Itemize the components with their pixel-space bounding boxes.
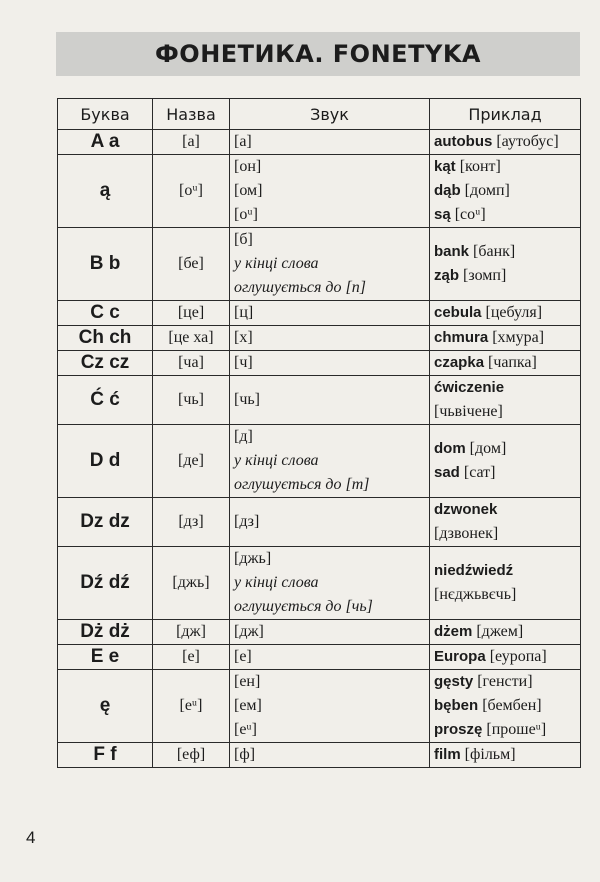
name-cell: [а] [153, 130, 230, 155]
example-word: są [434, 206, 451, 223]
example-transcription: [фільм] [460, 746, 516, 763]
example-cell [430, 351, 581, 376]
example-cell [430, 155, 581, 228]
name-cell: [ча] [153, 351, 230, 376]
table-row [58, 376, 581, 425]
table-row [58, 228, 581, 301]
sound-line: [х] [234, 329, 253, 346]
example-line [434, 583, 576, 607]
table-row [58, 351, 581, 376]
example-cell [430, 130, 581, 155]
letter-cell: D d [58, 425, 153, 498]
letter-cell: Cz cz [58, 351, 153, 376]
letter-cell: Dź dź [58, 547, 153, 620]
example-transcription: [цебуля] [481, 304, 543, 321]
letter-cell: E e [58, 645, 153, 670]
sound-line: [ф] [234, 746, 256, 763]
name-cell: [оᵘ] [153, 155, 230, 228]
letter-cell: Ch ch [58, 326, 153, 351]
sound-cell [230, 670, 430, 743]
title-banner [56, 32, 580, 76]
name-cell: [е] [153, 645, 230, 670]
sound-cell [230, 743, 430, 768]
example-word: dom [434, 440, 466, 457]
example-word: proszę [434, 721, 483, 738]
phonetics-table [57, 98, 581, 768]
sound-cell [230, 155, 430, 228]
example-transcription: [аутобус] [492, 133, 559, 150]
letter-cell: B b [58, 228, 153, 301]
table-row [58, 547, 581, 620]
sound-line: [чь] [234, 391, 260, 408]
example-word: film [434, 746, 461, 763]
example-transcription: [еуропа] [485, 648, 547, 665]
table-row [58, 425, 581, 498]
example-transcription: [чапка] [484, 354, 537, 371]
table-header-row [58, 99, 581, 130]
example-transcription: [сат] [459, 464, 496, 481]
example-transcription: [банк] [469, 243, 516, 260]
example-line [434, 301, 576, 325]
example-cell [430, 620, 581, 645]
name-cell: [чь] [153, 376, 230, 425]
letter-cell: Dz dz [58, 498, 153, 547]
example-cell [430, 301, 581, 326]
name-cell: [це] [153, 301, 230, 326]
sound-cell [230, 351, 430, 376]
name-cell: [де] [153, 425, 230, 498]
sound-cell [230, 376, 430, 425]
example-cell [430, 645, 581, 670]
example-word: ćwiczenie [434, 379, 505, 396]
letter-cell: Dż dż [58, 620, 153, 645]
sound-line: [еᵘ] [234, 721, 257, 738]
header-name: Назва [153, 99, 230, 130]
sound-line: [дж] [234, 623, 264, 640]
example-transcription: [зомп] [459, 267, 507, 284]
example-transcription: [дом] [465, 440, 507, 457]
example-word: chmura [434, 329, 489, 346]
example-word: gęsty [434, 673, 474, 690]
example-transcription: [бембен] [478, 697, 542, 714]
example-line [434, 645, 576, 669]
letter-cell: A a [58, 130, 153, 155]
sound-line: [ч] [234, 354, 253, 371]
table-row [58, 155, 581, 228]
sound-line: [ц] [234, 304, 254, 321]
header-sound: Звук [230, 99, 430, 130]
table-row [58, 645, 581, 670]
table-row [58, 301, 581, 326]
table-row [58, 498, 581, 547]
header-example: Приклад [430, 99, 581, 130]
name-cell: [джь] [153, 547, 230, 620]
sound-line: [ом] [234, 182, 263, 199]
example-word: Europa [434, 648, 486, 665]
letter-cell: C c [58, 301, 153, 326]
example-cell [430, 498, 581, 547]
sound-line: [е] [234, 648, 252, 665]
sound-cell [230, 547, 430, 620]
example-line [434, 203, 576, 227]
page-title: ФОНЕТИКА. FONETYKA [154, 40, 481, 68]
example-word: niedźwiedź [434, 562, 514, 579]
example-word: dzwonek [434, 501, 498, 518]
example-line [434, 461, 576, 485]
sound-line: оглушується до [п] [234, 279, 366, 296]
example-cell [430, 547, 581, 620]
sound-line: [д] [234, 428, 253, 445]
sound-line: [дз] [234, 513, 260, 530]
example-transcription: [прошеᵘ] [482, 721, 547, 738]
example-transcription: [хмура] [488, 329, 545, 346]
example-line [434, 179, 576, 203]
example-line [434, 718, 576, 742]
example-word: dżem [434, 623, 473, 640]
sound-line: у кінці слова [234, 574, 319, 591]
table-row [58, 130, 581, 155]
example-line [434, 694, 576, 718]
example-word: cebula [434, 304, 482, 321]
example-transcription: [нєджьвєчь] [434, 586, 517, 603]
example-line [434, 264, 576, 288]
example-transcription: [конт] [455, 158, 501, 175]
example-cell [430, 743, 581, 768]
name-cell: [еᵘ] [153, 670, 230, 743]
letter-cell: ę [58, 670, 153, 743]
sound-line: [а] [234, 133, 252, 150]
example-line [434, 326, 576, 350]
example-line [434, 351, 576, 375]
sound-cell [230, 130, 430, 155]
letter-cell: F f [58, 743, 153, 768]
example-line [434, 620, 576, 644]
letter-cell: Ć ć [58, 376, 153, 425]
table-row [58, 326, 581, 351]
sound-line: у кінці слова [234, 255, 319, 272]
example-word: ząb [434, 267, 460, 284]
example-line [434, 559, 576, 583]
sound-cell [230, 326, 430, 351]
example-line [434, 743, 576, 767]
name-cell: [дз] [153, 498, 230, 547]
sound-line: [ен] [234, 673, 261, 690]
sound-line: [оᵘ] [234, 206, 258, 223]
sound-cell [230, 645, 430, 670]
sound-cell [230, 620, 430, 645]
header-letter: Буква [58, 99, 153, 130]
example-transcription: [чьвічене] [434, 403, 503, 420]
example-word: bank [434, 243, 470, 260]
table-row [58, 670, 581, 743]
name-cell: [еф] [153, 743, 230, 768]
sound-line: [джь] [234, 550, 272, 567]
sound-line: [б] [234, 231, 253, 248]
example-transcription: [генсти] [473, 673, 533, 690]
example-word: sad [434, 464, 460, 481]
example-transcription: [дзвонек] [434, 525, 499, 542]
example-cell [430, 670, 581, 743]
example-word: autobus [434, 133, 493, 150]
example-cell [430, 326, 581, 351]
sound-line: [ем] [234, 697, 262, 714]
example-line [434, 498, 576, 522]
table-row [58, 620, 581, 645]
page-number: 4 [26, 828, 36, 847]
example-cell [430, 425, 581, 498]
sound-line: у кінці слова [234, 452, 319, 469]
example-word: czapka [434, 354, 485, 371]
name-cell: [бе] [153, 228, 230, 301]
sound-cell [230, 498, 430, 547]
sound-cell [230, 228, 430, 301]
sound-cell [230, 425, 430, 498]
example-line [434, 400, 576, 424]
sound-line: оглушується до [чь] [234, 598, 373, 615]
example-word: kąt [434, 158, 456, 175]
example-line [434, 130, 576, 154]
example-line [434, 155, 576, 179]
example-transcription: [домп] [460, 182, 510, 199]
example-cell [430, 228, 581, 301]
name-cell: [дж] [153, 620, 230, 645]
sound-cell [230, 301, 430, 326]
name-cell: [це ха] [153, 326, 230, 351]
example-line [434, 376, 576, 400]
example-line [434, 522, 576, 546]
example-line [434, 437, 576, 461]
example-cell [430, 376, 581, 425]
example-line [434, 240, 576, 264]
sound-line: оглушується до [т] [234, 476, 370, 493]
table-row [58, 743, 581, 768]
example-line [434, 670, 576, 694]
example-transcription: [соᵘ] [450, 206, 486, 223]
example-transcription: [джем] [472, 623, 524, 640]
example-word: dąb [434, 182, 461, 199]
letter-cell: ą [58, 155, 153, 228]
example-word: bęben [434, 697, 479, 714]
sound-line: [он] [234, 158, 262, 175]
